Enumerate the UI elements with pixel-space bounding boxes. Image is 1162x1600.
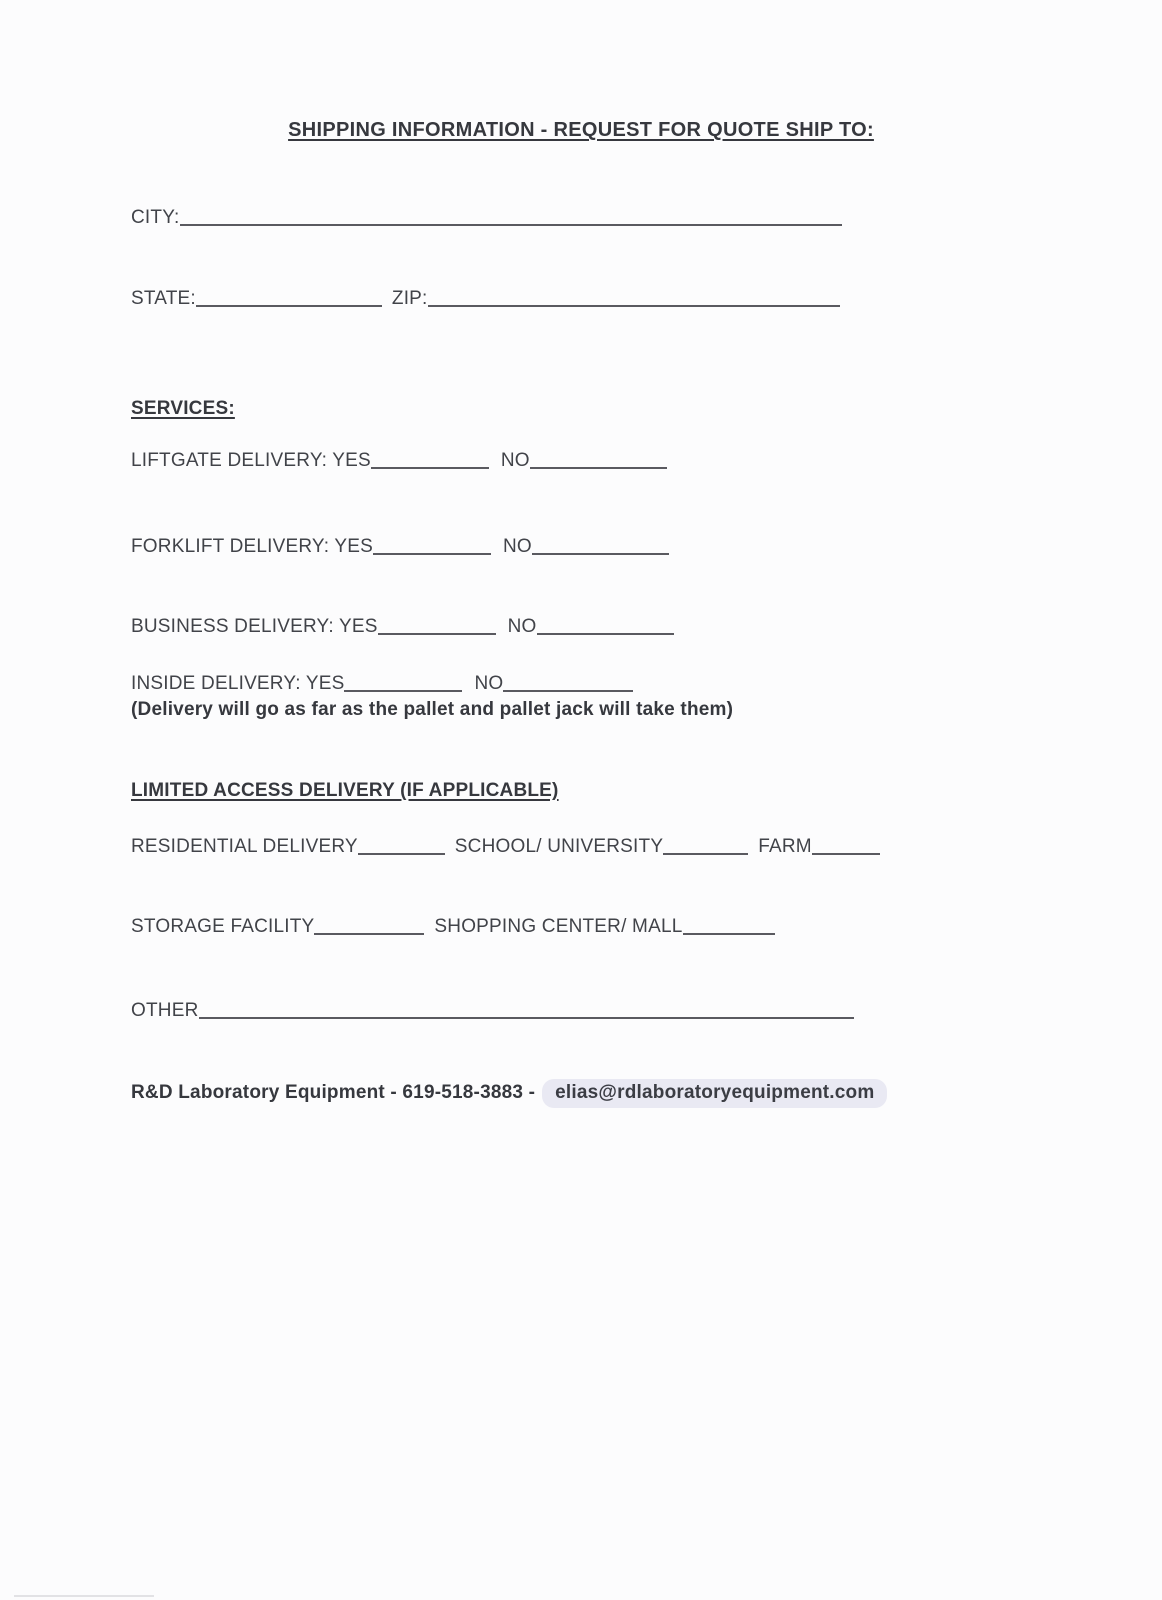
business-yes-line[interactable] (378, 633, 496, 635)
other-input-line[interactable] (199, 1017, 854, 1019)
shopping-center-mall-label: SHOPPING CENTER/ MALL (434, 916, 683, 937)
city-row (131, 207, 842, 229)
business-no-line[interactable] (537, 633, 674, 635)
zip-label: ZIP: (391, 288, 428, 309)
other-label: OTHER (131, 1000, 199, 1021)
liftgate-label: LIFTGATE DELIVERY: (131, 450, 328, 471)
residential-delivery-label: RESIDENTIAL DELIVERY (131, 836, 358, 857)
limited-access-row-2 (131, 916, 775, 938)
limited-access-row-1 (131, 836, 880, 858)
page-title: SHIPPING INFORMATION - REQUEST FOR QUOTE SHIP TO: (288, 119, 874, 141)
service-row-forklift (131, 536, 669, 558)
forklift-yes-line[interactable] (373, 553, 491, 555)
inside-delivery-note: (Delivery will go as far as the pallet and pallet jack will take them) (131, 699, 734, 720)
inside-label: INSIDE DELIVERY: (131, 673, 301, 694)
business-label: BUSINESS DELIVERY: (131, 616, 334, 637)
contact-row (131, 1079, 887, 1108)
service-row-business (131, 616, 674, 638)
forklift-label: FORKLIFT DELIVERY: (131, 536, 330, 557)
services-heading: SERVICES: (131, 398, 235, 419)
forklift-no-line[interactable] (532, 553, 669, 555)
school-university-line[interactable] (663, 853, 748, 855)
service-row-inside (131, 673, 633, 695)
scan-artifact (14, 1595, 154, 1597)
liftgate-yes-label: YES (332, 450, 371, 471)
liftgate-yes-line[interactable] (371, 467, 489, 469)
school-university-label: SCHOOL/ UNIVERSITY (454, 836, 664, 857)
shopping-center-mall-line[interactable] (683, 933, 775, 935)
city-label: CITY: (131, 207, 180, 228)
state-label: STATE: (131, 288, 196, 309)
inside-yes-line[interactable] (344, 690, 462, 692)
inside-no-line[interactable] (503, 690, 633, 692)
forklift-no-label: NO (503, 536, 532, 557)
zip-input-line[interactable] (428, 305, 840, 307)
inside-yes-label: YES (305, 673, 345, 694)
service-row-liftgate (131, 450, 667, 472)
city-input-line[interactable] (180, 224, 842, 226)
business-yes-label: YES (338, 616, 378, 637)
farm-label: FARM (758, 836, 812, 857)
business-no-label: NO (507, 616, 537, 637)
liftgate-no-line[interactable] (530, 467, 667, 469)
company-contact-text: R&D Laboratory Equipment - 619-518-3883 - (131, 1082, 536, 1103)
inside-no-label: NO (474, 673, 504, 694)
residential-delivery-line[interactable] (358, 853, 445, 855)
state-zip-row (131, 288, 840, 310)
contact-email-link[interactable]: elias@rdlaboratoryequipment.com (542, 1079, 887, 1108)
limited-access-heading: LIMITED ACCESS DELIVERY (IF APPLICABLE) (131, 780, 559, 801)
storage-facility-label: STORAGE FACILITY (131, 916, 315, 937)
forklift-yes-label: YES (334, 536, 374, 557)
other-row (131, 1000, 854, 1022)
state-input-line[interactable] (196, 305, 382, 307)
farm-line[interactable] (812, 853, 880, 855)
liftgate-no-label: NO (500, 450, 530, 471)
storage-facility-line[interactable] (314, 933, 424, 935)
